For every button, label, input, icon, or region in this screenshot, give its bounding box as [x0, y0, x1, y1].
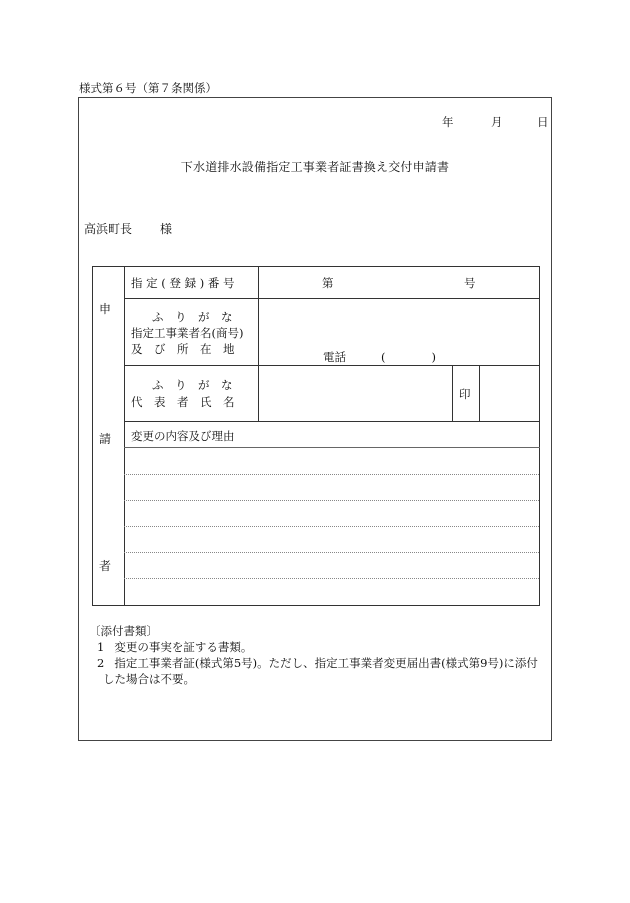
registration-number-prefix: 第 — [322, 276, 334, 290]
registration-number-suffix: 号 — [464, 276, 476, 290]
date-year-label: 年 — [442, 115, 454, 129]
side-label-sei: 請 — [99, 432, 112, 446]
company-name-label: 指定工事業者名(商号) — [131, 326, 244, 340]
change-reason-label: 変更の内容及び理由 — [131, 429, 235, 443]
table-border-right — [539, 266, 540, 606]
company-address-label: 及 び 所 在 地 — [131, 342, 235, 356]
side-label-shin: 申 — [99, 302, 112, 316]
document-title: 下水道排水設備指定工事業者証書換え交付申請書 — [180, 160, 450, 174]
registration-number-field[interactable] — [340, 270, 458, 292]
table-border-top — [92, 266, 540, 267]
form-number: 様式第６号（第７条関係） — [79, 81, 217, 95]
attachment-text: 指定工事業者証(様式第5号)。ただし、指定工事業者変更届出書(様式第9号)に添付 — [114, 656, 538, 670]
label-column-divider — [258, 266, 259, 422]
addressee — [84, 220, 172, 237]
attachment-item — [89, 655, 549, 671]
registration-number-label: 指 定 ( 登 録 ) 番 号 — [131, 276, 235, 290]
company-furigana-label: ふ り が な — [152, 310, 233, 324]
date-month-label: 月 — [491, 115, 503, 129]
company-name-address-field[interactable] — [262, 302, 536, 344]
row-separator — [124, 298, 540, 299]
seal-mark: 印 — [459, 387, 471, 401]
table-border-bottom — [92, 605, 540, 606]
date-day-label: 日 — [537, 115, 549, 129]
attachment-item — [89, 639, 549, 655]
row-separator — [124, 365, 540, 366]
addressee-honorific: 様 — [160, 222, 173, 236]
representative-name-label: 代 表 者 氏 名 — [131, 395, 235, 409]
attachments-section — [89, 623, 549, 687]
change-reason-field[interactable] — [128, 451, 536, 601]
attachments-header: 〔添付書類〕 — [89, 624, 158, 638]
row-separator — [124, 421, 540, 422]
representative-furigana-label: ふ り が な — [152, 378, 233, 392]
attachment-number: 2 — [97, 656, 105, 670]
side-column-divider — [124, 266, 125, 606]
seal-cell-divider — [452, 365, 453, 421]
attachment-continuation: した場合は不要。 — [103, 672, 195, 686]
reason-line — [124, 447, 540, 448]
table-border-left — [92, 266, 93, 606]
seal-cell-divider — [479, 365, 480, 421]
representative-name-field[interactable] — [262, 369, 448, 417]
phone-parens: ( ) — [381, 350, 436, 364]
side-label-sha: 者 — [99, 559, 112, 573]
addressee-name: 高浜町長 — [84, 222, 133, 236]
phone-label: 電話 — [323, 350, 346, 364]
attachment-number: 1 — [97, 640, 105, 654]
attachment-text: 変更の事実を証する書類。 — [114, 640, 253, 654]
